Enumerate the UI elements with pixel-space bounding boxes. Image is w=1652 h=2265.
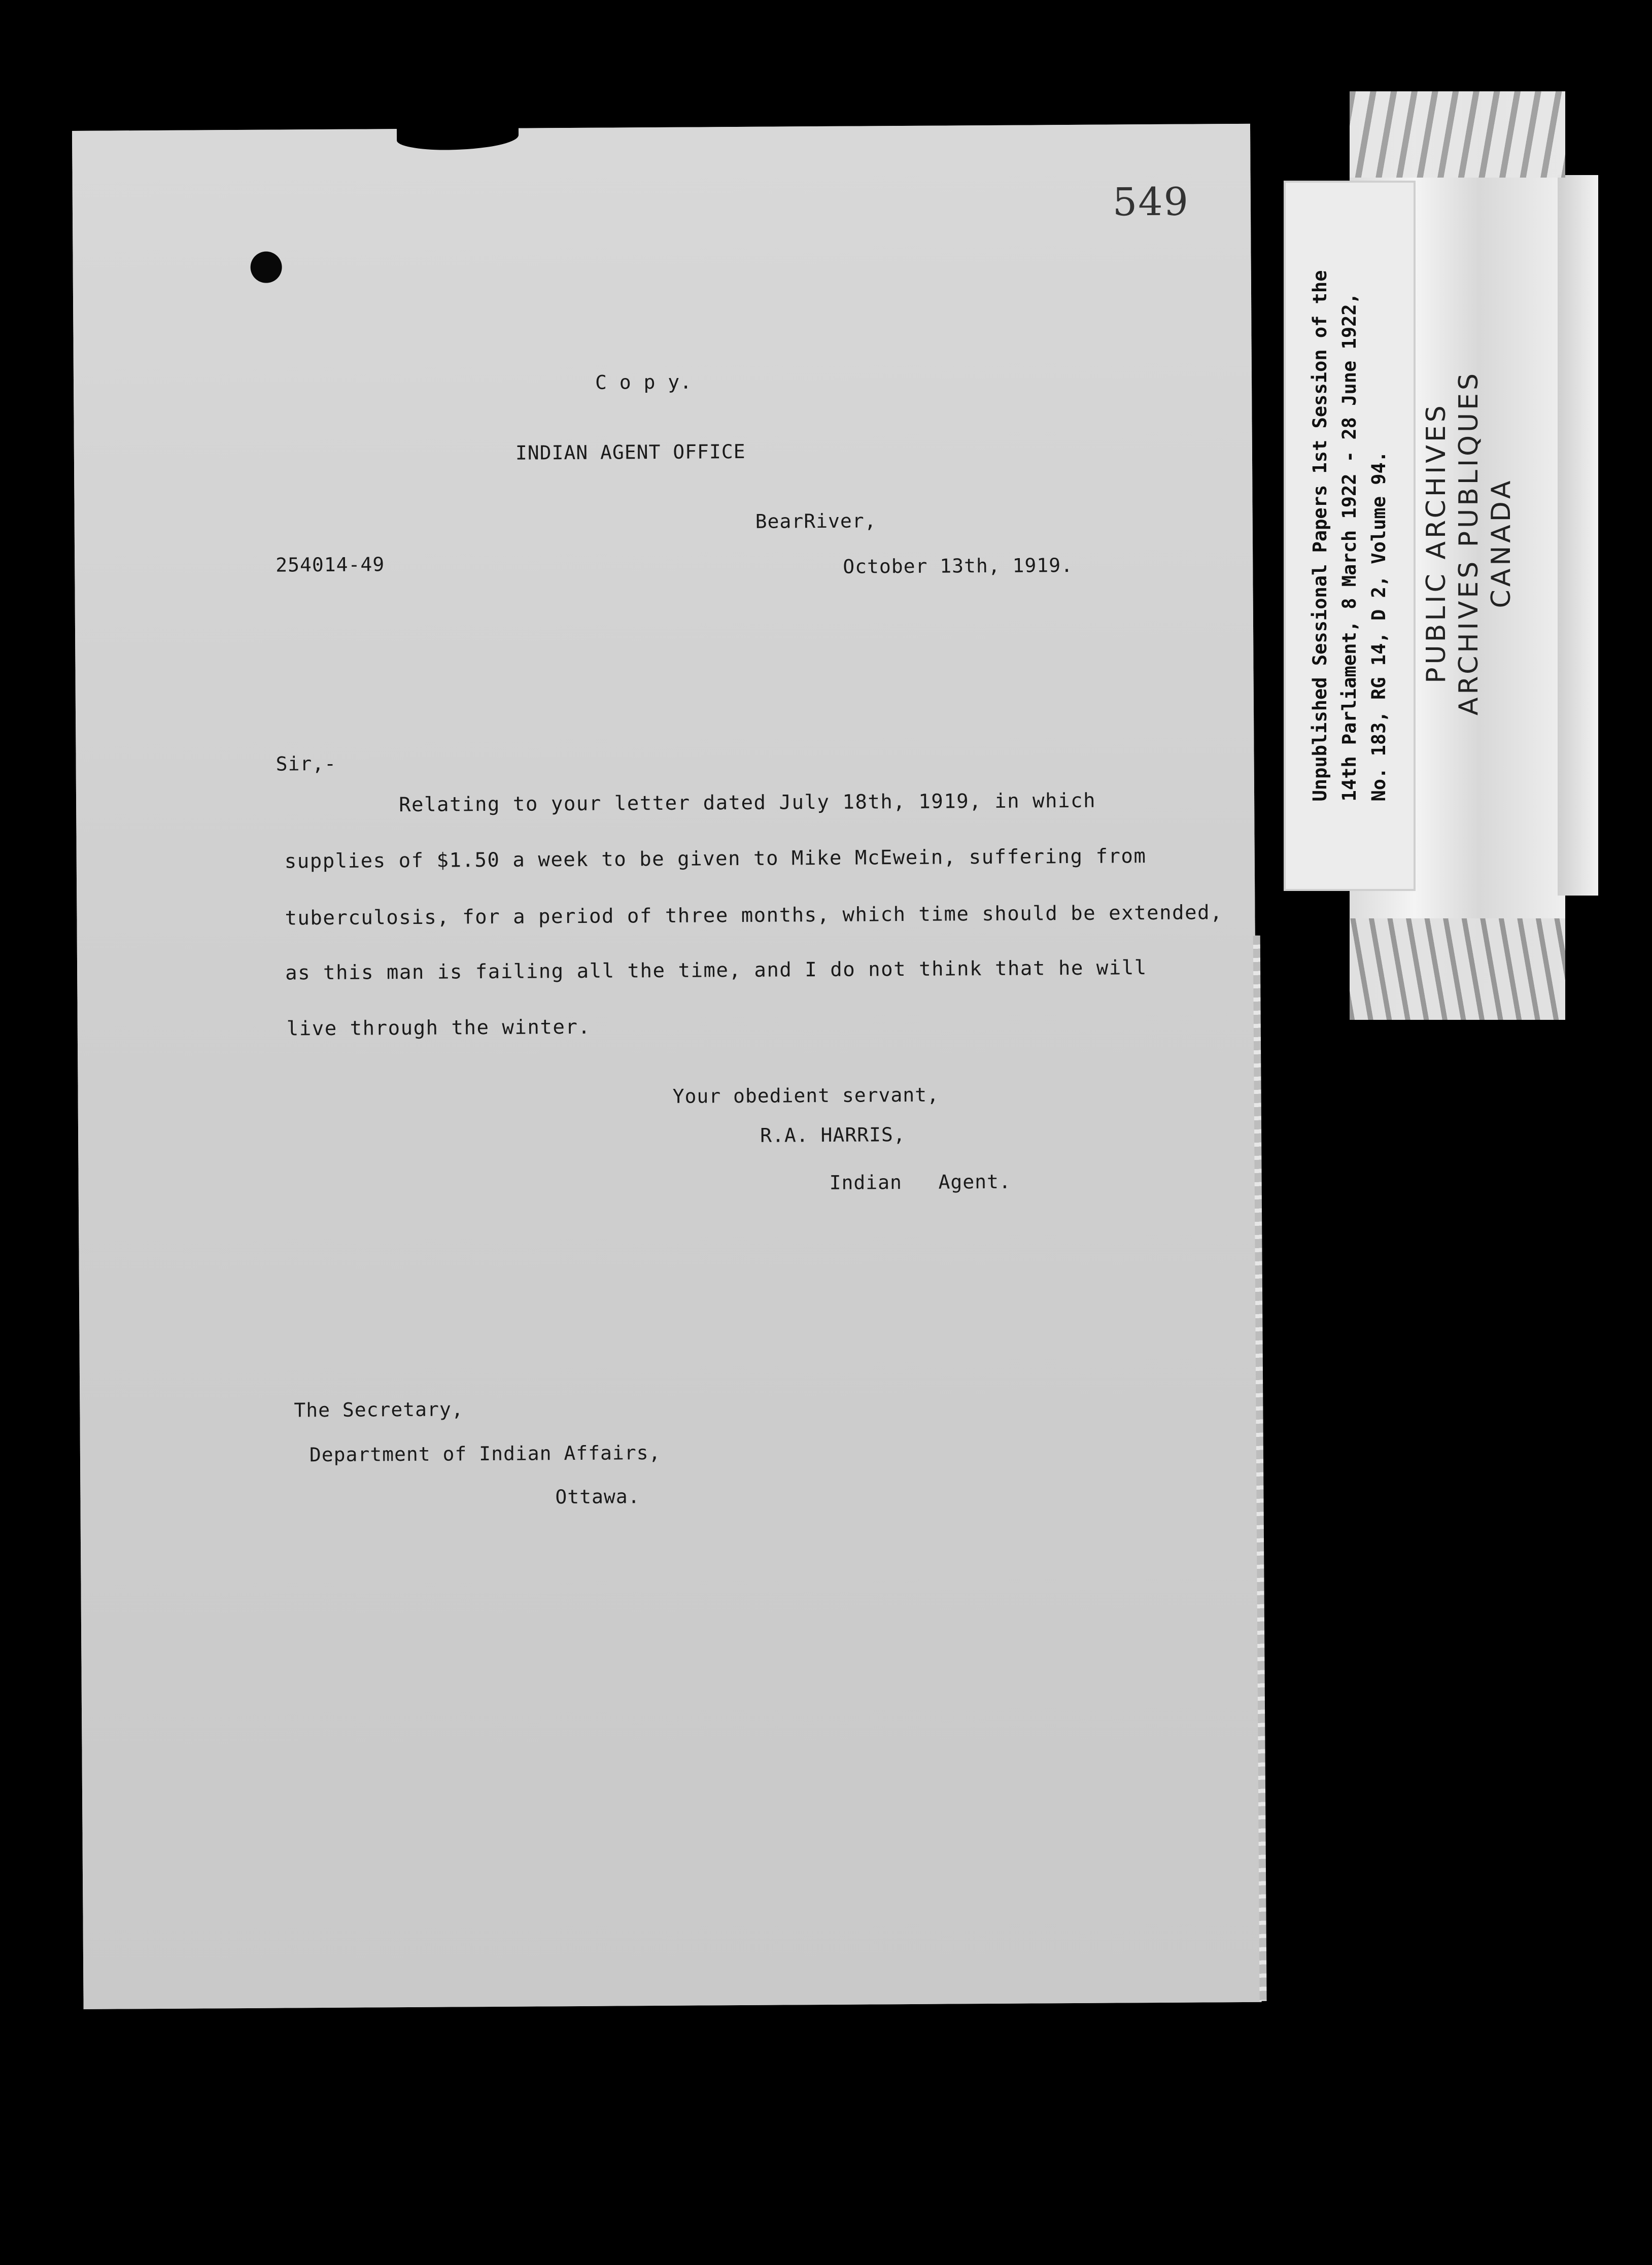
body-line: as this man is failing all the time, and I do not think that he will (285, 956, 1147, 985)
body-line: live through the winter. (286, 1015, 591, 1041)
archive-stamp-line: ARCHIVES PUBLIQUES (1454, 370, 1484, 716)
archive-strip-bottom (1350, 918, 1565, 1020)
recipient-line: The Secretary, (294, 1398, 464, 1422)
signer-name: R.A. HARRIS, (760, 1123, 906, 1147)
archive-stamp-line: PUBLIC ARCHIVES (1421, 402, 1452, 683)
archive-stamp (1420, 370, 1518, 715)
archive-label-line: Unpublished Sessional Papers 1st Session of the (1309, 270, 1331, 802)
archive-label-line: 14th Parliament, 8 March 1922 - 28 June 1922, (1338, 293, 1360, 802)
recipient-line: Ottawa. (555, 1485, 640, 1508)
page-tear (397, 125, 519, 150)
copy-heading: C o p y. (595, 370, 693, 394)
letter-date: October 13th, 1919. (843, 554, 1074, 578)
archive-label (1284, 181, 1416, 891)
office-heading: INDIAN AGENT OFFICE (515, 440, 746, 464)
closing: Your obedient servant, (672, 1083, 940, 1108)
page-edge (1253, 936, 1267, 2001)
archive-strip-top (1350, 91, 1565, 178)
archive-strip-edge (1558, 175, 1598, 896)
archive-stamp-line: CANADA (1486, 477, 1517, 608)
punch-hole (250, 251, 282, 283)
recipient-line: Department of Indian Affairs, (309, 1441, 661, 1466)
file-number: 254014-49 (276, 553, 385, 576)
body-line: tuberculosis, for a period of three months, which time should be extended, (285, 901, 1223, 930)
salutation: Sir,- (276, 752, 337, 775)
body-line: supplies of $1.50 a week to be given to Mike McEwein, suffering from (284, 845, 1147, 873)
page-number: 549 (1112, 179, 1190, 225)
letter-page (72, 124, 1262, 2009)
place-line: BearRiver, (755, 509, 877, 533)
archive-label-line: No. 183, RG 14, D 2, Volume 94. (1368, 451, 1390, 802)
body-line: Relating to your letter dated July 18th, 1919, in which (398, 789, 1096, 817)
signer-title: Indian Agent. (829, 1170, 1011, 1194)
